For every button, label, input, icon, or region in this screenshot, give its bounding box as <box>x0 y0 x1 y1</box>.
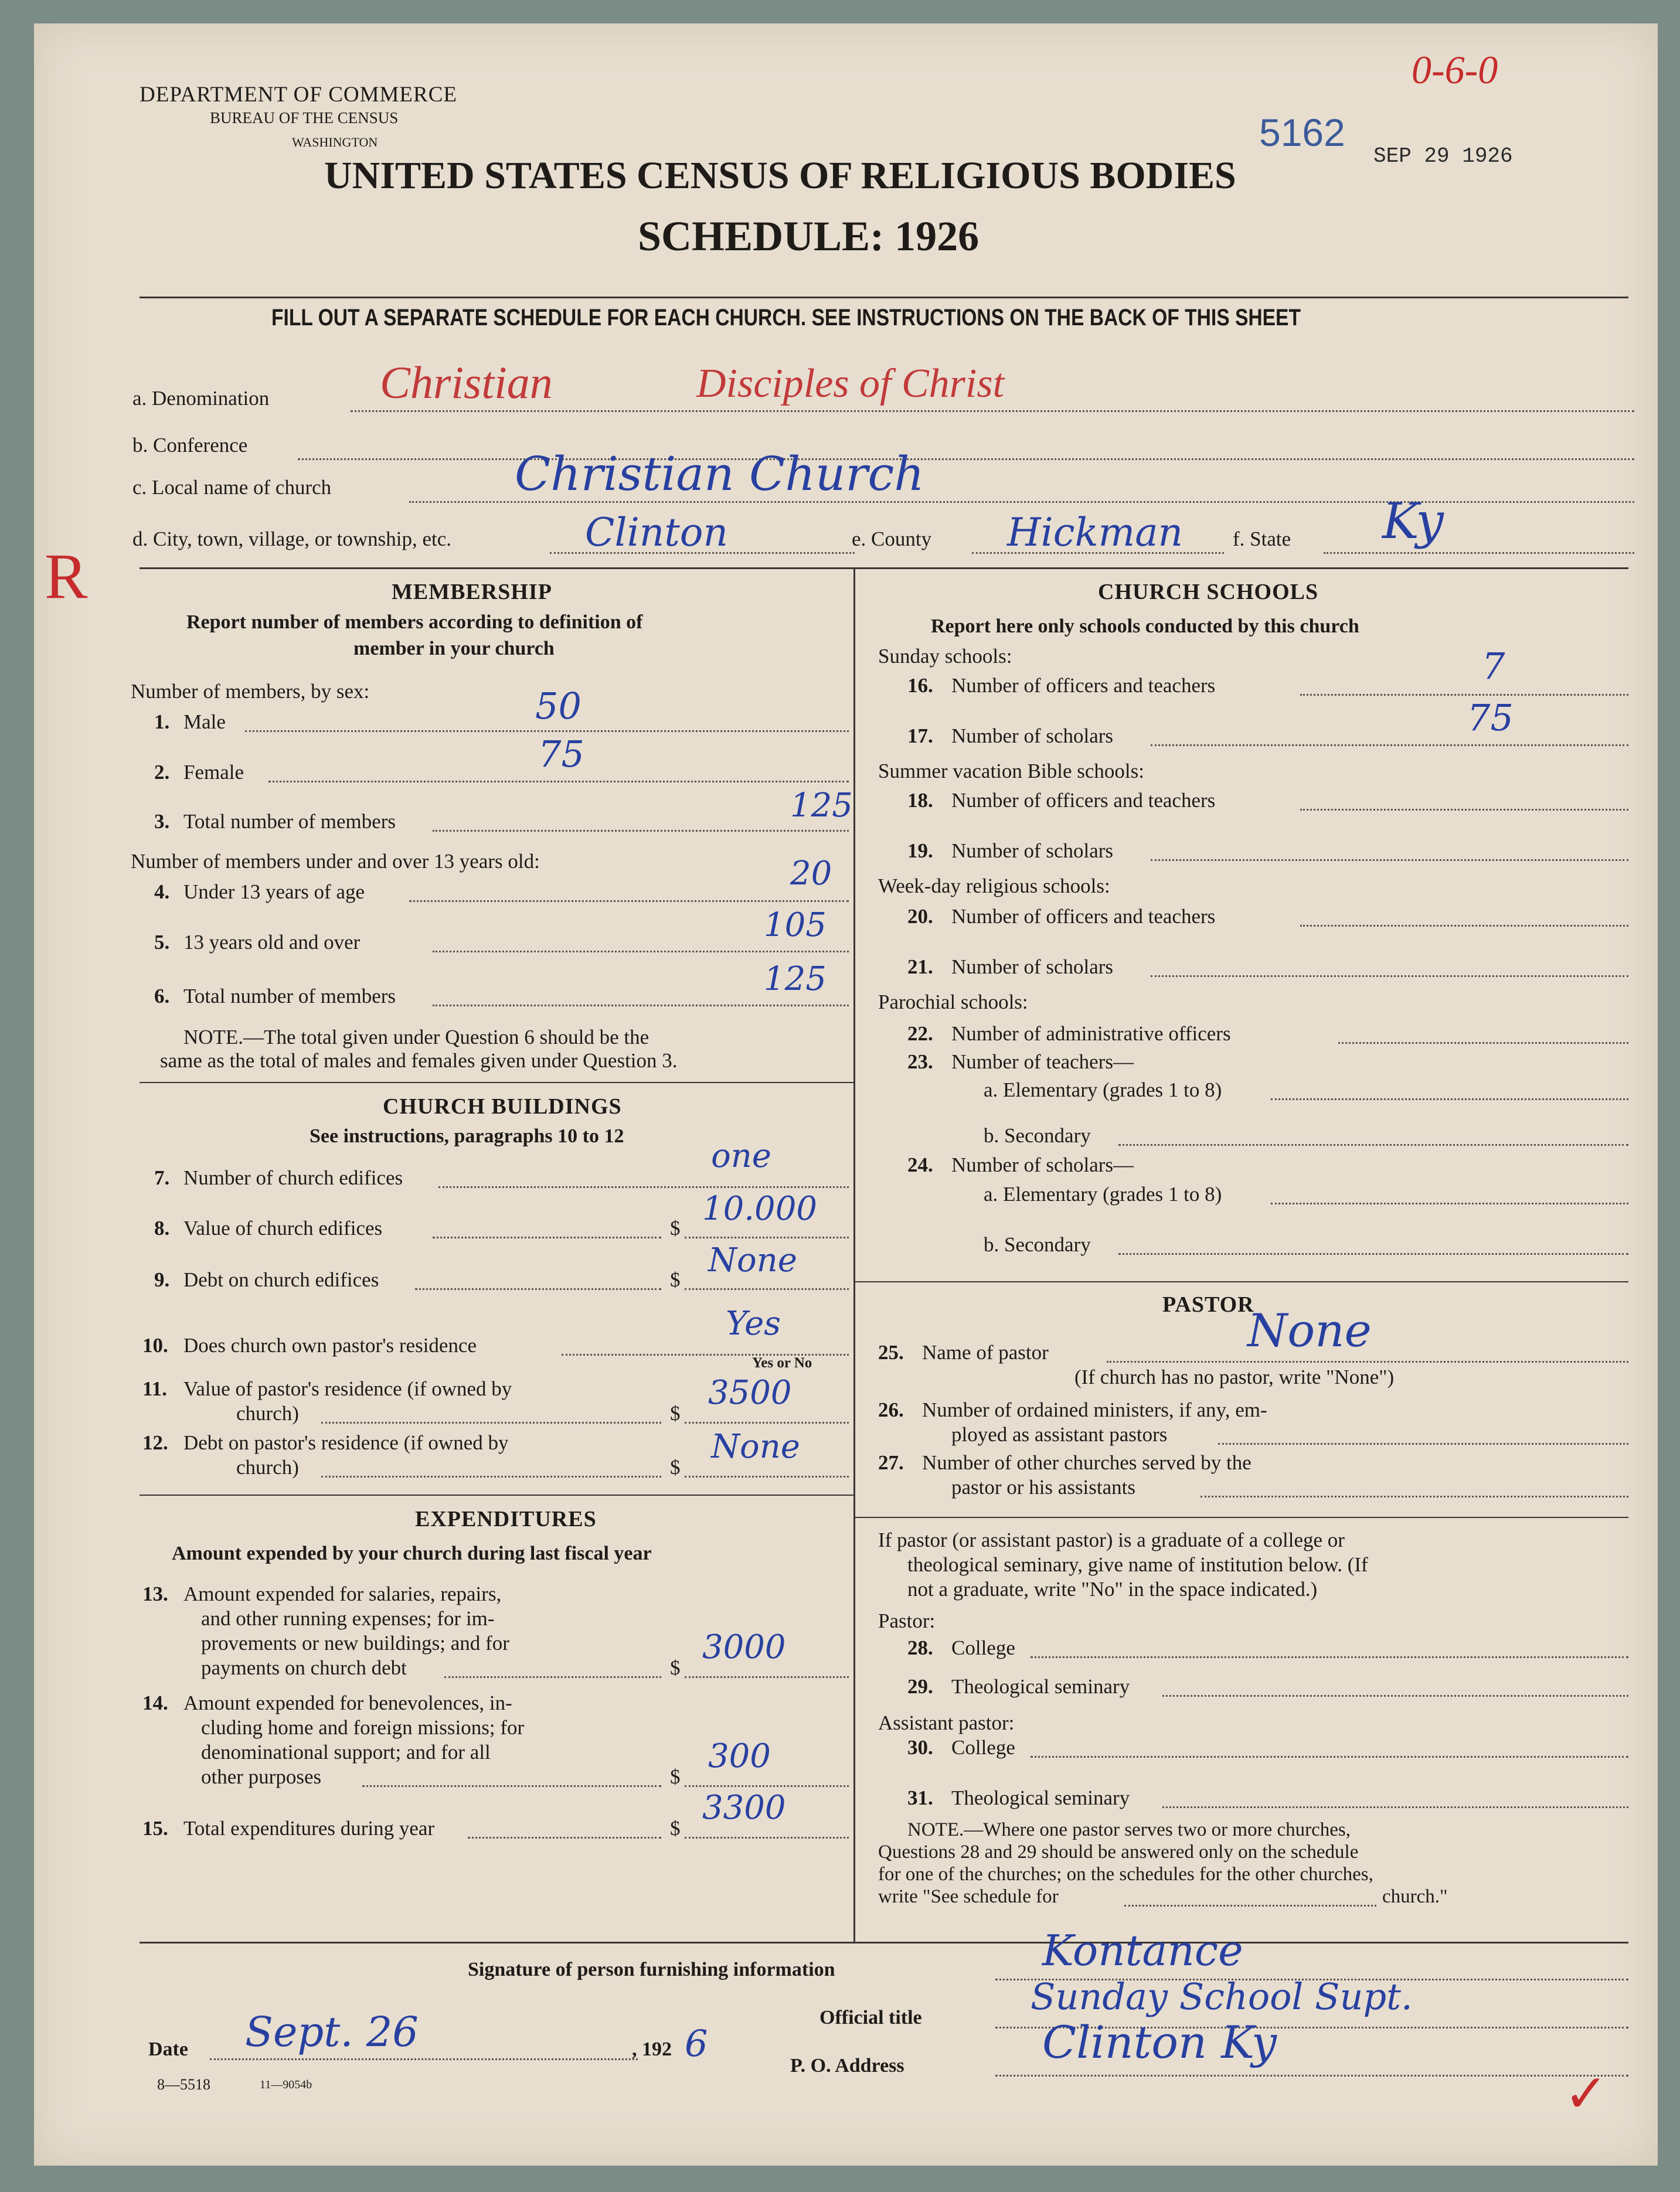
date-value: Sept. 26 <box>245 2008 419 2056</box>
dotted-line <box>1300 925 1628 927</box>
q7-value: one <box>711 1137 771 1175</box>
q3-label: Total number of members <box>183 810 396 833</box>
q13-line-2: and other running expenses; for im- <box>201 1607 495 1630</box>
q30-label: College <box>951 1736 1015 1759</box>
q5-number: 5. <box>154 931 170 954</box>
q8-number: 8. <box>154 1217 170 1240</box>
q17-value: 75 <box>1467 696 1514 739</box>
conference-label: b. Conference <box>132 434 248 457</box>
signature-label: Signature of person furnishing information <box>468 1959 835 1980</box>
q24b-label: b. Secondary <box>984 1233 1091 1256</box>
q29-number: 29. <box>907 1675 933 1698</box>
dotted-line <box>268 781 849 782</box>
q2-label: Female <box>183 761 244 784</box>
q24-label: Number of scholars— <box>951 1153 1134 1176</box>
q21-number: 21. <box>907 955 933 978</box>
dotted-line <box>321 1476 661 1478</box>
state-label: f. State <box>1233 527 1291 550</box>
schools-intro: Report here only schools conducted by this church <box>931 615 1359 637</box>
dollar-sign: $ <box>670 1456 681 1479</box>
q18-number: 18. <box>907 789 933 812</box>
q16-value: 7 <box>1482 645 1505 687</box>
q2-number: 2. <box>154 761 170 784</box>
denomination-value: Christian <box>380 357 553 408</box>
q30-number: 30. <box>907 1736 933 1759</box>
print-number: 11—9054b <box>260 2078 312 2091</box>
q12-label-1: Debt on pastor's residence (if owned by <box>183 1431 509 1454</box>
q11-label-2: church) <box>236 1402 299 1425</box>
city-label: d. City, town, village, or township, etc. <box>132 527 452 550</box>
q25-number: 25. <box>878 1341 904 1364</box>
q19-number: 19. <box>907 839 933 862</box>
local-name-label: c. Local name of church <box>132 476 332 499</box>
dotted-line <box>438 1186 849 1188</box>
q25-value: None <box>1247 1305 1372 1357</box>
summer-schools-label: Summer vacation Bible schools: <box>878 760 1144 782</box>
q10-label: Does church own pastor's residence <box>183 1334 477 1357</box>
q26-line-2: ployed as assistant pastors <box>951 1423 1168 1446</box>
q29-label: Theological seminary <box>951 1675 1130 1698</box>
dotted-line <box>351 410 1634 412</box>
q31-label: Theological seminary <box>951 1786 1130 1809</box>
q12-value: None <box>711 1428 800 1466</box>
q5-label: 13 years old and over <box>183 931 361 954</box>
q7-label: Number of church edifices <box>183 1166 403 1189</box>
dollar-sign: $ <box>670 1765 681 1788</box>
membership-note-1: NOTE.—The total given under Question 6 should be the <box>183 1026 649 1049</box>
parochial-schools-label: Parochial schools: <box>878 991 1028 1013</box>
denomination-red-annotation: Disciples of Christ <box>696 361 1005 406</box>
dotted-line <box>210 2058 638 2060</box>
q13-line-4: payments on church debt <box>201 1656 407 1679</box>
dotted-line <box>1151 975 1628 977</box>
q18-label: Number of officers and teachers <box>951 789 1216 812</box>
dotted-line <box>1271 1203 1628 1204</box>
dotted-line <box>1300 809 1628 811</box>
sunday-schools-label: Sunday schools: <box>878 645 1012 668</box>
q22-number: 22. <box>907 1022 933 1045</box>
q15-label: Total expenditures during year <box>183 1817 435 1840</box>
dotted-line <box>1324 552 1634 554</box>
q31-number: 31. <box>907 1786 933 1809</box>
dotted-line <box>468 1837 661 1839</box>
county-label: e. County <box>852 527 932 550</box>
pastor-note-2: Questions 28 and 29 should be answered only on the schedule <box>878 1842 1359 1863</box>
q24a-label: a. Elementary (grades 1 to 8) <box>984 1183 1222 1206</box>
q13-line-3: provements or new buildings; and for <box>201 1632 509 1655</box>
q23b-label: b. Secondary <box>984 1124 1091 1147</box>
dotted-line <box>433 1237 661 1238</box>
dotted-line <box>685 1288 849 1290</box>
official-title-value: Sunday School Supt. <box>1031 1975 1413 2018</box>
po-address-value: Clinton Ky <box>1042 2016 1277 2068</box>
red-check-mark: ✓ <box>1564 2065 1608 2123</box>
q26-number: 26. <box>878 1398 904 1421</box>
q10-value: Yes <box>726 1305 781 1343</box>
dotted-line <box>1151 859 1628 861</box>
dotted-line <box>415 1288 661 1290</box>
membership-intro-1: Report number of members according to definition of <box>186 611 643 633</box>
q28-number: 28. <box>907 1636 933 1659</box>
dotted-line <box>433 830 849 832</box>
city-value: Clinton <box>585 510 728 555</box>
dotted-line <box>685 1422 849 1424</box>
q25-label: Name of pastor <box>922 1341 1049 1364</box>
q6-label: Total number of members <box>183 985 396 1007</box>
dotted-line <box>409 900 849 902</box>
date-label: Date <box>148 2038 188 2060</box>
form-number: 8—5518 <box>157 2076 210 2093</box>
buildings-rule <box>140 1495 853 1496</box>
schedule-year: SCHEDULE: 1926 <box>638 213 980 260</box>
q25-hint: (If church has no pastor, write "None") <box>1074 1366 1395 1388</box>
q27-line-2: pastor or his assistants <box>951 1476 1136 1499</box>
q23a-label: a. Elementary (grades 1 to 8) <box>984 1078 1222 1101</box>
dotted-line <box>1300 694 1628 696</box>
red-code: 0-6-0 <box>1412 47 1498 92</box>
year-value: 6 <box>685 2022 708 2065</box>
expenditures-intro: Amount expended by your church during last fiscal year <box>172 1543 652 1564</box>
header-rule <box>140 297 1628 298</box>
county-value: Hickman <box>1007 510 1184 555</box>
dotted-line <box>1031 1656 1628 1658</box>
q11-number: 11. <box>142 1377 167 1400</box>
dotted-line <box>1218 1443 1628 1445</box>
official-title-label: Official title <box>819 2007 922 2028</box>
census-schedule-sheet <box>34 23 1658 2166</box>
dotted-line <box>321 1422 661 1424</box>
pastor-note-3: for one of the churches; on the schedules for the other churches, <box>878 1864 1373 1885</box>
q9-value: None <box>708 1241 797 1279</box>
q1-number: 1. <box>154 710 170 733</box>
dotted-line <box>245 730 849 732</box>
pastor-subheading: Pastor: <box>878 1609 936 1632</box>
stamp-number: 5162 <box>1259 111 1345 154</box>
q9-label: Debt on church edifices <box>183 1268 379 1291</box>
dotted-line <box>995 2075 1628 2077</box>
q3-number: 3. <box>154 810 170 833</box>
dotted-line <box>685 1476 849 1478</box>
graduate-text-1: If pastor (or assistant pastor) is a graduate of a college or <box>878 1529 1345 1551</box>
q20-number: 20. <box>907 905 933 928</box>
dotted-line <box>1271 1098 1628 1100</box>
bureau-name: BUREAU OF THE CENSUS <box>210 109 399 127</box>
dotted-line <box>409 501 1634 503</box>
membership-note-2: same as the total of males and females given under Question 3. <box>160 1049 678 1072</box>
local-name-value: Christian Church <box>515 447 924 501</box>
dotted-line <box>685 1837 849 1839</box>
members-by-sex-label: Number of members, by sex: <box>131 680 370 703</box>
buildings-intro: See instructions, paragraphs 10 to 12 <box>310 1125 624 1147</box>
denomination-label: a. Denomination <box>132 387 270 410</box>
q7-number: 7. <box>154 1166 170 1189</box>
dotted-line <box>1151 744 1628 746</box>
q14-line-3: denominational support; and for all <box>201 1741 491 1764</box>
section-rule <box>140 567 1628 569</box>
q26-line-1: Number of ordained ministers, if any, em- <box>922 1398 1267 1421</box>
dollar-sign: $ <box>670 1656 681 1679</box>
q13-value: 3000 <box>702 1628 786 1666</box>
q10-number: 10. <box>142 1334 168 1357</box>
dotted-line <box>433 1005 849 1006</box>
q17-number: 17. <box>907 724 933 747</box>
q14-value: 300 <box>708 1737 771 1775</box>
q14-line-4: other purposes <box>201 1765 322 1788</box>
q21-label: Number of scholars <box>951 955 1114 978</box>
pastor-note-4: write "See schedule for <box>878 1886 1059 1907</box>
membership-title: MEMBERSHIP <box>392 580 552 604</box>
q11-value: 3500 <box>708 1374 792 1412</box>
dollar-sign: $ <box>670 1817 681 1840</box>
dotted-line <box>1107 1361 1628 1363</box>
pastor-title: PASTOR <box>1162 1292 1254 1317</box>
q1-value: 50 <box>535 685 581 727</box>
stamp-date: SEP 29 1926 <box>1373 144 1513 168</box>
q14-line-2: cluding home and foreign missions; for <box>201 1716 525 1739</box>
q15-value: 3300 <box>702 1789 786 1827</box>
assistant-pastor-subheading: Assistant pastor: <box>878 1711 1015 1734</box>
dotted-line <box>1162 1806 1628 1808</box>
dotted-line <box>433 951 849 952</box>
department-name: DEPARTMENT OF COMMERCE <box>140 83 457 107</box>
q6-number: 6. <box>154 985 170 1007</box>
q23-number: 23. <box>907 1050 933 1073</box>
dotted-line <box>1031 1756 1628 1758</box>
form-title: UNITED STATES CENSUS OF RELIGIOUS BODIES <box>324 154 1236 197</box>
dotted-line <box>1118 1253 1628 1255</box>
column-divider <box>853 567 855 1942</box>
q4-number: 4. <box>154 880 170 903</box>
dotted-line <box>685 1785 849 1787</box>
state-value: Ky <box>1382 492 1444 550</box>
dollar-sign: $ <box>670 1402 681 1425</box>
dotted-line <box>298 458 1634 460</box>
buildings-title: CHURCH BUILDINGS <box>383 1094 622 1119</box>
q4-label: Under 13 years of age <box>183 880 365 903</box>
q9-number: 9. <box>154 1268 170 1291</box>
q11-label-1: Value of pastor's residence (if owned by <box>183 1377 512 1400</box>
q16-number: 16. <box>907 674 933 697</box>
dollar-sign: $ <box>670 1268 681 1291</box>
q20-label: Number of officers and teachers <box>951 905 1216 928</box>
q3-value: 125 <box>790 787 853 825</box>
schools-rule <box>853 1281 1628 1282</box>
q27-number: 27. <box>878 1451 904 1474</box>
q17-label: Number of scholars <box>951 724 1114 747</box>
pastor-note-1: NOTE.—Where one pastor serves two or more churches, <box>907 1819 1351 1840</box>
q6-value: 125 <box>764 960 827 998</box>
city-name: WASHINGTON <box>292 135 378 149</box>
weekday-schools-label: Week-day religious schools: <box>878 874 1110 897</box>
q5-value: 105 <box>764 906 827 944</box>
dotted-line <box>1201 1496 1628 1497</box>
pastor-rule <box>853 1517 1628 1518</box>
q14-line-1: Amount expended for benevolences, in- <box>183 1691 512 1714</box>
membership-rule <box>140 1082 853 1083</box>
graduate-text-3: not a graduate, write "No" in the space indicated.) <box>907 1578 1318 1601</box>
q15-number: 15. <box>142 1817 168 1840</box>
q23-label: Number of teachers— <box>951 1050 1134 1073</box>
q10-hint: Yes or No <box>752 1355 812 1371</box>
dotted-line <box>1162 1695 1628 1697</box>
q4-value: 20 <box>790 855 832 893</box>
dotted-line <box>444 1676 661 1678</box>
signature-value: Kontance <box>1042 1926 1243 1975</box>
dotted-line <box>1118 1144 1628 1146</box>
q2-value: 75 <box>538 733 584 775</box>
separate-schedule-instruction: FILL OUT A SEPARATE SCHEDULE FOR EACH CHURCH. SEE INSTRUCTIONS ON THE BACK OF THIS SHEET <box>271 305 1301 331</box>
dotted-line <box>685 1237 849 1238</box>
q13-line-1: Amount expended for salaries, repairs, <box>183 1582 502 1605</box>
po-address-label: P. O. Address <box>790 2055 904 2077</box>
age-intro: Number of members under and over 13 years old: <box>131 850 540 873</box>
pastor-note-4b: church." <box>1382 1886 1448 1907</box>
graduate-text-2: theological seminary, give name of institution below. (If <box>907 1553 1368 1576</box>
q27-line-1: Number of other churches served by the <box>922 1451 1252 1474</box>
bottom-rule <box>140 1942 1628 1943</box>
year-prefix: , 192 <box>632 2038 672 2060</box>
q8-value: 10.000 <box>702 1190 817 1228</box>
q28-label: College <box>951 1636 1015 1659</box>
q12-number: 12. <box>142 1431 168 1454</box>
q19-label: Number of scholars <box>951 839 1114 862</box>
q13-number: 13. <box>142 1582 168 1605</box>
q12-label-2: church) <box>236 1456 299 1479</box>
q22-label: Number of administrative officers <box>951 1022 1231 1045</box>
q8-label: Value of church edifices <box>183 1217 383 1240</box>
q24-number: 24. <box>907 1153 933 1176</box>
dollar-sign: $ <box>670 1217 681 1240</box>
q16-label: Number of officers and teachers <box>951 674 1216 697</box>
q1-label: Male <box>183 710 226 733</box>
red-r-mark: R <box>45 540 88 612</box>
dotted-line <box>685 1676 849 1678</box>
dotted-line <box>1338 1042 1628 1044</box>
dotted-line <box>1124 1905 1376 1907</box>
dotted-line <box>362 1785 661 1787</box>
expenditures-title: EXPENDITURES <box>415 1507 597 1531</box>
membership-intro-2: member in your church <box>353 638 555 659</box>
q14-number: 14. <box>142 1691 168 1714</box>
schools-title: CHURCH SCHOOLS <box>1098 580 1319 604</box>
